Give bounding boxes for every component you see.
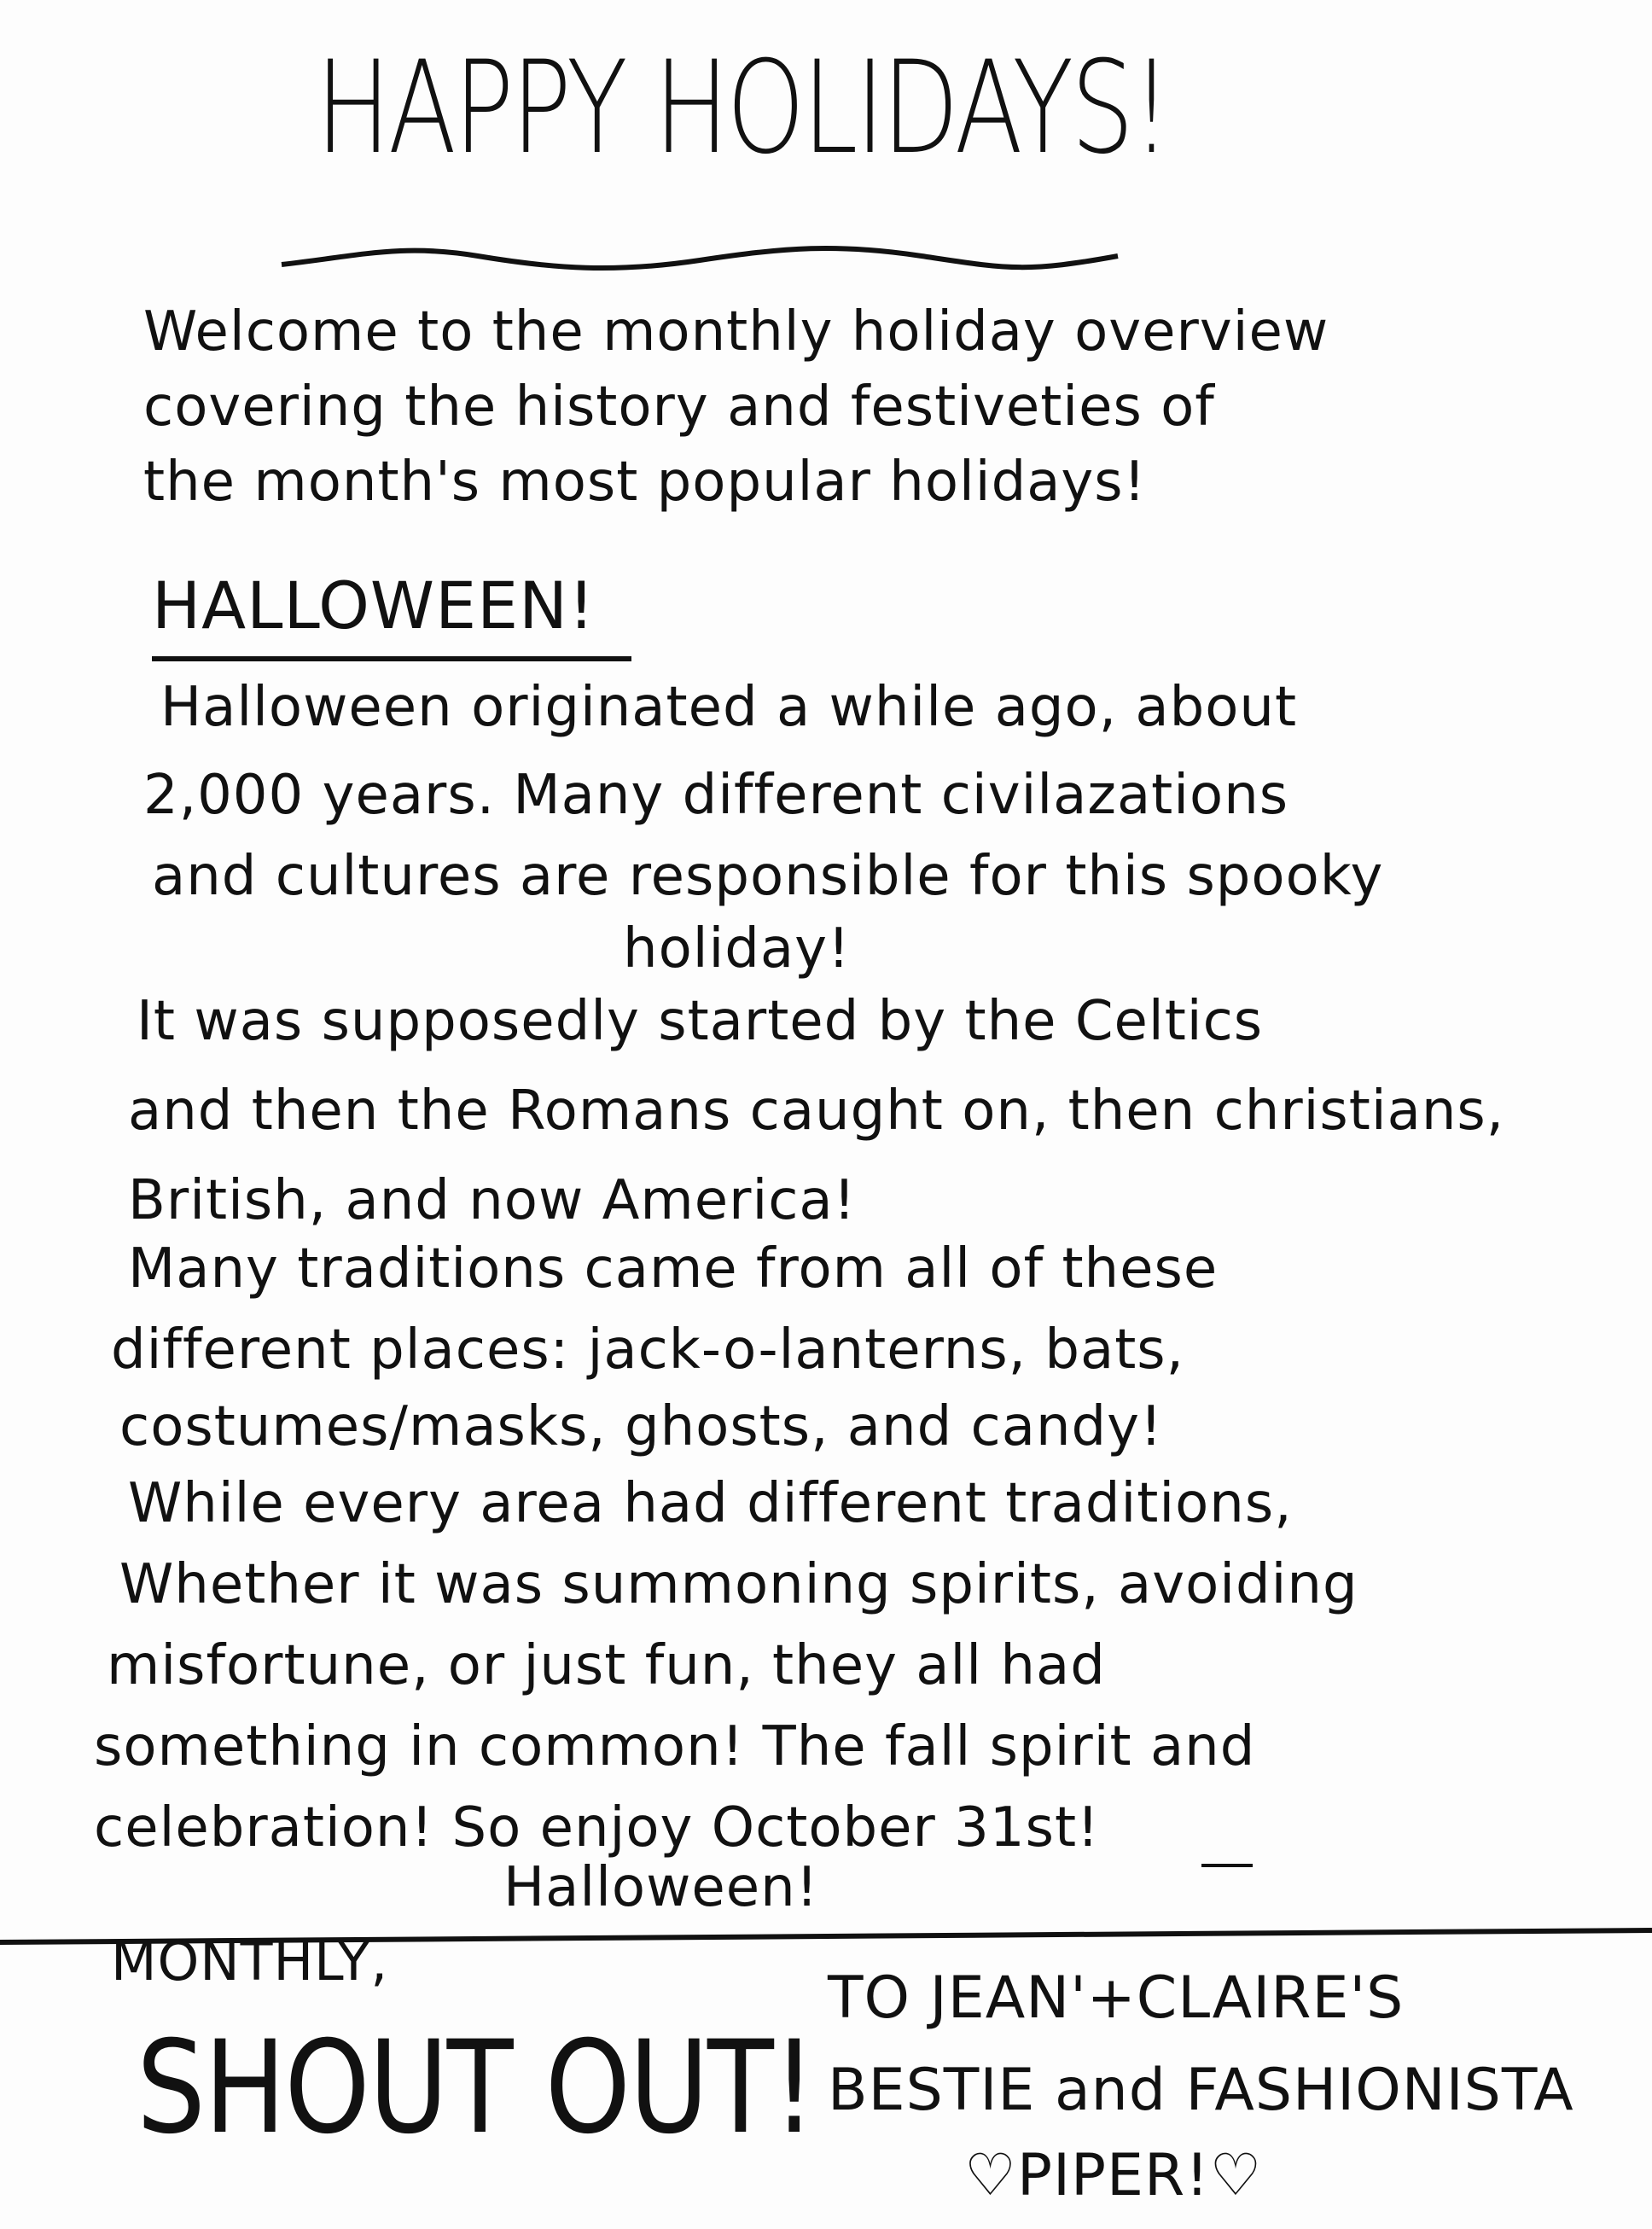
body-line: and cultures are responsible for this spooky	[152, 845, 1384, 908]
body-line: misfortune, or just fun, they all had	[107, 1634, 1106, 1697]
intro-line: the month's most popular holidays!	[143, 451, 1147, 514]
footer-shout-out: SHOUT OUT!	[137, 2014, 815, 2162]
dedication-line: TO JEAN'+CLAIRE'S	[828, 1964, 1405, 2032]
dedication-line: BESTIE and FASHIONISTA	[828, 2057, 1574, 2124]
body-line: While every area had different traditions,	[128, 1472, 1293, 1535]
body-line: Halloween originated a while ago, about	[160, 676, 1298, 739]
body-line: It was supposedly started by the Celtics	[137, 990, 1264, 1053]
body-line: British, and now America!	[128, 1169, 857, 1232]
body-line: and then the Romans caught on, then christians,	[128, 1080, 1505, 1143]
body-line: holiday!	[623, 917, 851, 981]
body-line: Many traditions came from all of these	[128, 1237, 1219, 1301]
intro-line: covering the history and festiveties of	[143, 375, 1215, 439]
body-line: Halloween!	[503, 1856, 819, 1919]
dedication-line: ♡PIPER!♡	[964, 2142, 1263, 2209]
body-line: costumes/masks, ghosts, and candy!	[119, 1395, 1163, 1458]
body-line: something in common! The fall spirit and	[94, 1715, 1256, 1778]
title-wavy-underline	[282, 248, 1118, 268]
intro-line: Welcome to the monthly holiday overview	[143, 300, 1329, 364]
footer-monthly: MONTHLY,	[111, 1930, 389, 1993]
body-line: different places: jack-o-lanterns, bats,	[111, 1318, 1184, 1382]
body-line: Whether it was summoning spirits, avoiding	[119, 1553, 1358, 1616]
section-heading: HALLOWEEN!	[152, 567, 596, 643]
body-line: celebration! So enjoy October 31st!	[94, 1796, 1100, 1859]
page-title: HAPPY HOLIDAYS!	[316, 34, 1169, 183]
body-line: 2,000 years. Many different civilazations	[143, 764, 1289, 827]
